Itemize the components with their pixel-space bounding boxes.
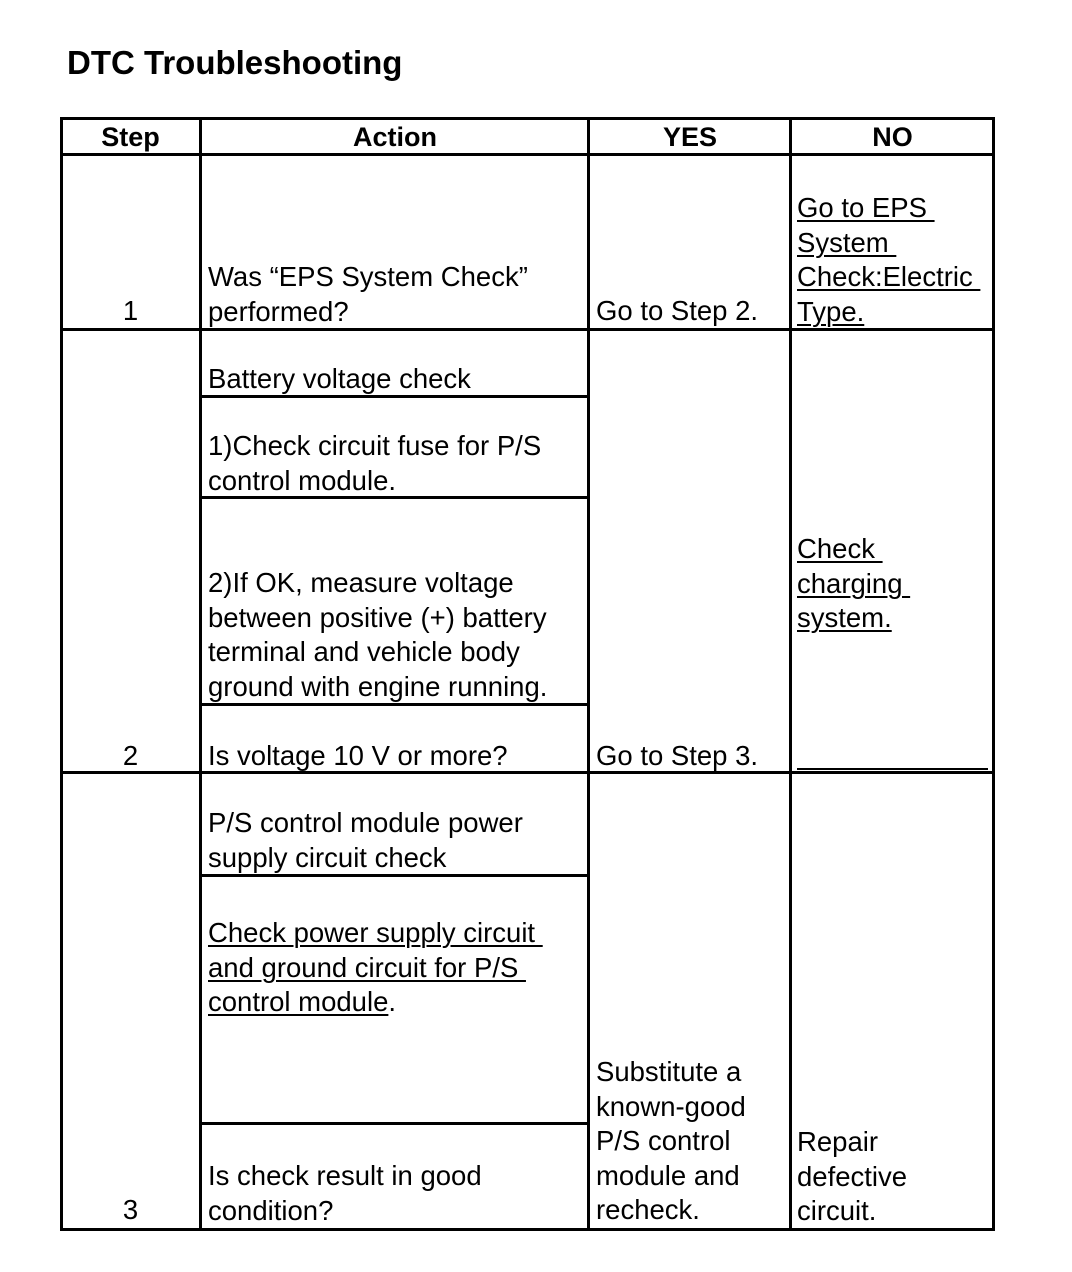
action-link[interactable]: Check power supply circuit and ground circuit for P/S control module: [208, 917, 536, 1018]
table-border-left: [60, 117, 63, 1231]
step-number: 1: [122, 295, 139, 326]
header-action: Action: [353, 122, 437, 152]
no-result-link[interactable]: Go to EPS System Check:Electric Type.: [797, 192, 973, 327]
page-title: DTC Troubleshooting: [67, 44, 403, 81]
yes-result: Substitute a known-good P/S control module and recheck.: [596, 1056, 746, 1226]
action-subdivider: [201, 1122, 589, 1125]
column-divider-action-yes: [587, 117, 590, 1231]
action-link-block: [208, 916, 543, 1020]
action-text: 1)Check circuit fuse for P/S control module.: [208, 430, 542, 496]
header-yes: YES: [662, 122, 718, 152]
action-question: Is check result in good condition?: [208, 1160, 482, 1226]
step-number: 3: [122, 1194, 139, 1225]
action-link-suffix: .: [388, 986, 397, 1018]
stray-underline: [797, 768, 988, 770]
action-text: 2)If OK, measure voltage between positive (+) battery terminal and vehicle body ground with engine running.: [208, 567, 548, 702]
action-question: Is voltage 10 V or more?: [208, 740, 508, 771]
yes-result: Go to Step 2.: [596, 295, 759, 326]
no-result-link[interactable]: Check charging system.: [797, 533, 903, 634]
yes-result: Go to Step 3.: [596, 740, 759, 771]
column-divider-step-action: [199, 117, 202, 1231]
header-step: Step: [101, 122, 160, 152]
table-border-right: [992, 117, 995, 1231]
action-text: Was “EPS System Check” performed?: [208, 261, 528, 327]
column-divider-yes-no: [789, 117, 792, 1231]
action-text: Battery voltage check: [208, 363, 471, 394]
step-number: 2: [122, 740, 139, 771]
action-text: P/S control module power supply circuit check: [208, 807, 523, 873]
header-no: NO: [872, 122, 913, 152]
no-result: Repair defective circuit.: [797, 1126, 908, 1227]
